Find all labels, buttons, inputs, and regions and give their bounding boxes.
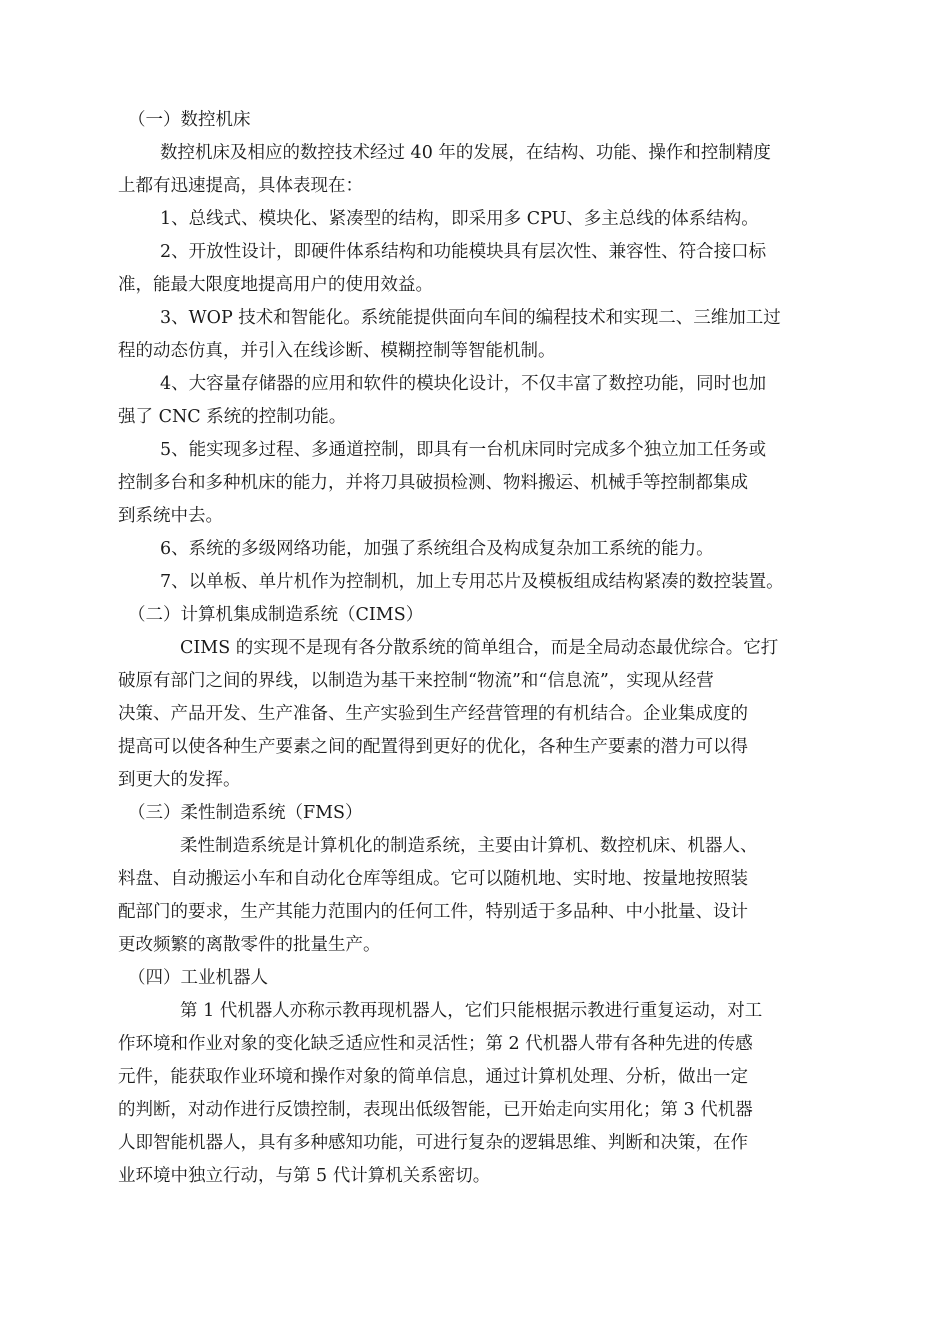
paragraph-line: 程的动态仿真，并引入在线诊断、模糊控制等智能机制。 <box>118 341 556 361</box>
section-heading-fms: （三）柔性制造系统（FMS） <box>128 803 363 823</box>
paragraph-line: 决策、产品开发、生产准备、生产实验到生产经营管理的有机结合。企业集成度的 <box>118 704 748 724</box>
paragraph-line: 作环境和作业对象的变化缺乏适应性和灵活性；第 2 代机器人带有各种先进的传感 <box>118 1034 753 1054</box>
paragraph-line: 的判断，对动作进行反馈控制，表现出低级智能，已开始走向实用化；第 3 代机器 <box>118 1100 753 1120</box>
paragraph-line: 准，能最大限度地提高用户的使用效益。 <box>118 275 433 295</box>
section-heading-cnc: （一）数控机床 <box>128 110 251 130</box>
paragraph-line: 料盘、自动搬运小车和自动化仓库等组成。它可以随机地、实时地、按量地按照装 <box>118 869 748 889</box>
list-item-3: 3、WOP 技术和智能化。系统能提供面向车间的编程技术和实现二、三维加工过 <box>160 308 781 328</box>
list-item-7: 7、以单板、单片机作为控制机，加上专用芯片及模板组成结构紧凑的数控装置。 <box>160 572 784 592</box>
paragraph-line: 第 1 代机器人亦称示教再现机器人，它们只能根据示教进行重复运动，对工 <box>180 1001 763 1021</box>
paragraph-line: 业环境中独立行动，与第 5 代计算机关系密切。 <box>118 1166 491 1186</box>
paragraph-line: 控制多台和多种机床的能力，并将刀具破损检测、物料搬运、机械手等控制都集成 <box>118 473 748 493</box>
paragraph-line: 配部门的要求，生产其能力范围内的任何工件，特别适于多品种、中小批量、设计 <box>118 902 748 922</box>
list-item-2: 2、开放性设计，即硬件体系结构和功能模块具有层次性、兼容性、符合接口标 <box>160 242 767 262</box>
paragraph-line: 破原有部门之间的界线，以制造为基干来控制“物流”和“信息流”，实现从经营 <box>118 671 714 691</box>
paragraph-line: CIMS 的实现不是现有各分散系统的简单组合，而是全局动态最优综合。它打 <box>180 638 779 658</box>
paragraph-line: 更改频繁的离散零件的批量生产。 <box>118 935 381 955</box>
paragraph-line: 上都有迅速提高，具体表现在： <box>118 176 363 196</box>
list-item-5: 5、能实现多过程、多通道控制，即具有一台机床同时完成多个独立加工任务或 <box>160 440 767 460</box>
paragraph-line: 柔性制造系统是计算机化的制造系统，主要由计算机、数控机床、机器人、 <box>180 836 758 856</box>
section-heading-robot: （四）工业机器人 <box>128 968 268 988</box>
paragraph-line: 提高可以使各种生产要素之间的配置得到更好的优化，各种生产要素的潜力可以得 <box>118 737 748 757</box>
list-item-4: 4、大容量存储器的应用和软件的模块化设计，不仅丰富了数控功能，同时也加 <box>160 374 767 394</box>
paragraph-line: 强了 CNC 系统的控制功能。 <box>118 407 347 427</box>
section-heading-cims: （二）计算机集成制造系统（CIMS） <box>128 605 424 625</box>
list-item-6: 6、系统的多级网络功能，加强了系统组合及构成复杂加工系统的能力。 <box>160 539 714 559</box>
paragraph-line: 人即智能机器人，具有多种感知功能，可进行复杂的逻辑思维、判断和决策，在作 <box>118 1133 748 1153</box>
paragraph-line: 到系统中去。 <box>118 506 223 526</box>
paragraph-line: 数控机床及相应的数控技术经过 40 年的发展，在结构、功能、操作和控制精度 <box>160 143 771 163</box>
paragraph-line: 到更大的发挥。 <box>118 770 241 790</box>
document-body <box>118 104 838 1193</box>
list-item-1: 1、总线式、模块化、紧凑型的结构，即采用多 CPU、多主总线的体系结构。 <box>160 209 759 229</box>
paragraph-line: 元件，能获取作业环境和操作对象的简单信息，通过计算机处理、分析，做出一定 <box>118 1067 748 1087</box>
